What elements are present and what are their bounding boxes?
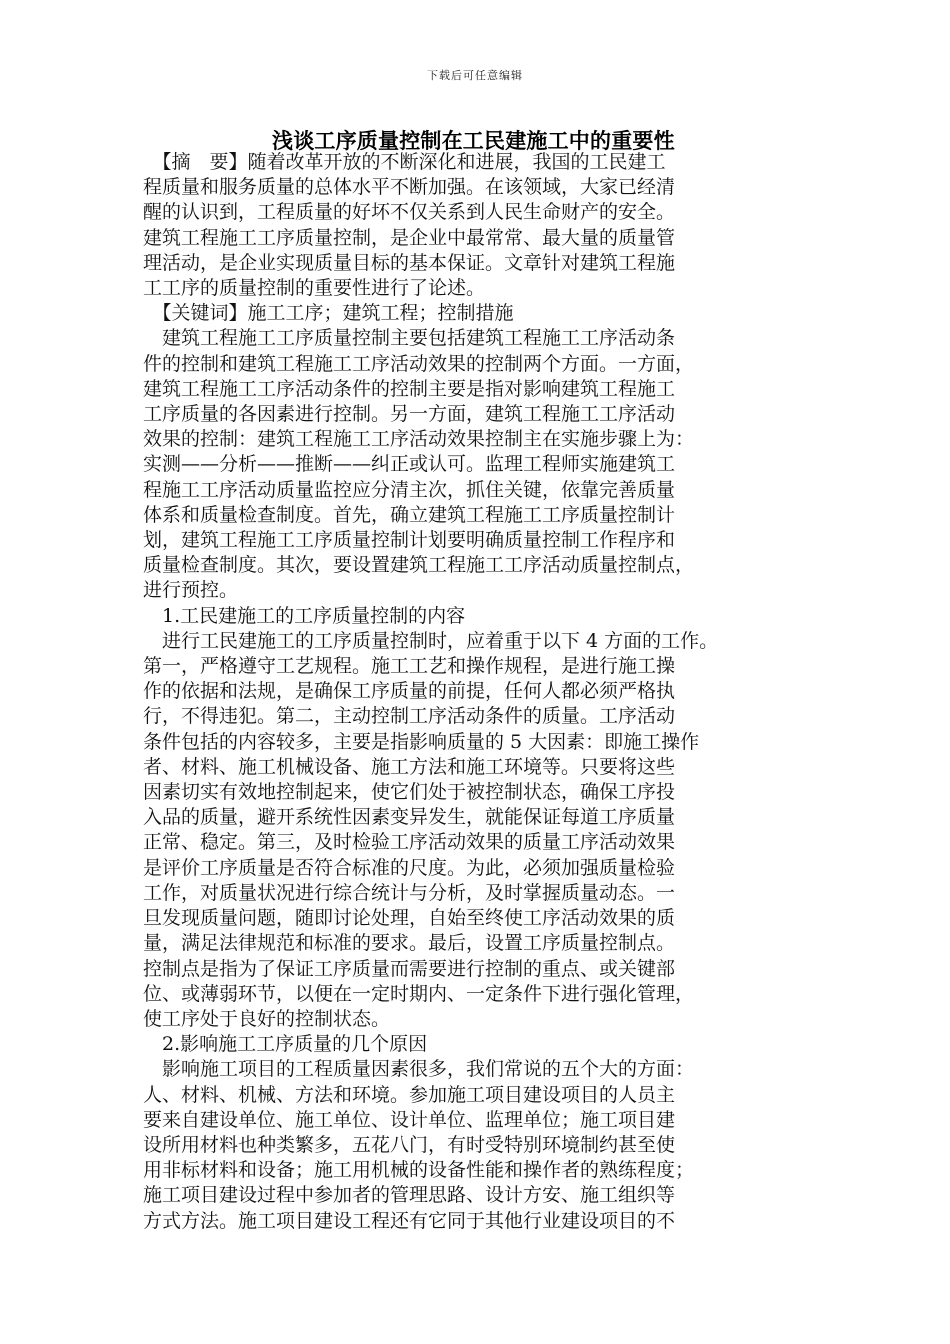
body-line: 建筑工程施工工序活动条件的控制主要是指对影响建筑工程施工 [143,377,676,400]
body-line: 行，不得违犯。第二，主动控制工序活动条件的质量。工序活动 [143,705,676,728]
body-line: 正常、稳定。第三，及时检验工序活动效果的质量工序活动效果 [143,831,676,854]
body-line: 1.工民建施工的工序质量控制的内容 [143,604,466,627]
body-line: 第一，严格遵守工艺规程。施工工艺和操作规程，是进行施工操 [143,655,676,678]
body-line: 旦发现质量问题，随即讨论处理，自始至终使工序活动效果的质 [143,907,676,930]
body-line: 2.影响施工工序质量的几个原因 [143,1033,428,1056]
body-line: 进行工民建施工的工序质量控制时，应着重于以下 4 方面的工作。 [143,629,719,652]
body-line: 作的依据和法规，是确保工序质量的前提，任何人都必须严格执 [143,680,676,703]
body-line: 建筑工程施工工序质量控制，是企业中最常常、最大量的质量管 [143,226,676,249]
body-line: 施工项目建设过程中参加者的管理思路、设计方安、施工组织等 [143,1184,676,1207]
body-line: 程质量和服务质量的总体水平不断加强。在该领域，大家已经清 [143,176,676,199]
body-line: 实测——分析——推断——纠正或认可。监理工程师实施建筑工 [143,453,676,476]
body-line: 位、或薄弱环节，以便在一定时期内、一定条件下进行强化管理， [143,982,695,1005]
body-line: 体系和质量检查制度。首先，确立建筑工程施工工序质量控制计 [143,503,676,526]
body-line: 使工序处于良好的控制状态。 [143,1007,391,1030]
body-line: 方式方法。施工项目建设工程还有它同于其他行业建设项目的不 [143,1209,676,1232]
body-line: 件的控制和建筑工程施工工序活动效果的控制两个方面。一方面， [143,352,695,375]
body-line: 要来自建设单位、施工单位、设计单位、监理单位；施工项目建 [143,1108,676,1131]
body-line: 用非标材料和设备；施工用机械的设备性能和操作者的熟练程度； [143,1159,695,1182]
body-line: 影响施工项目的工程质量因素很多，我们常说的五个大的方面： [143,1058,695,1081]
body-line: 建筑工程施工工序质量控制主要包括建筑工程施工工序活动条 [143,327,676,350]
body-line: 因素切实有效地控制起来，使它们处于被控制状态，确保工序投 [143,781,676,804]
body-line: 量，满足法律规范和标准的要求。最后，设置工序质量控制点。 [143,932,676,955]
body-line: 质量检查制度。其次，要设置建筑工程施工工序活动质量控制点， [143,554,695,577]
body-line: 效果的控制：建筑工程施工工序活动效果控制主在实施步骤上为： [143,428,695,451]
body-line: 工序质量的各因素进行控制。另一方面，建筑工程施工工序活动 [143,403,676,426]
document-body [143,150,803,1234]
body-line: 是评价工序质量是否符合标准的尺度。为此，必须加强质量检验 [143,856,676,879]
body-line: 【摘 要】随着改革开放的不断深化和进展，我国的工民建工 [143,151,666,173]
body-line: 程施工工序活动质量监控应分清主次，抓住关键，依靠完善质量 [143,478,676,501]
body-line: 醒的认识到，工程质量的好坏不仅关系到人民生命财产的安全。 [143,201,676,224]
header-note: 下载后可任意编辑 [427,69,523,82]
body-line: 入品的质量，避开系统性因素变异发生，就能保证每道工序质量 [143,806,676,829]
body-line: 控制点是指为了保证工序质量而需要进行控制的重点、或关键部 [143,957,676,980]
body-line: 【关键词】施工工序；建筑工程；控制措施 [143,302,514,325]
body-line: 理活动，是企业实现质量目标的基本保证。文章针对建筑工程施 [143,251,676,274]
body-line: 设所用材料也种类繁多，五花八门，有时受特别环境制约甚至使 [143,1133,676,1156]
body-line: 者、材料、施工机械设备、施工方法和施工环境等。只要将这些 [143,755,676,778]
document-title: 浅谈工序质量控制在工民建施工中的重要性 [272,129,675,153]
body-line: 工作，对质量状况进行综合统计与分析，及时掌握质量动态。一 [143,881,676,904]
body-line: 进行预控。 [143,579,239,602]
body-line: 人、材料、机械、方法和环境。参加施工项目建设项目的人员主 [143,1083,676,1106]
body-line: 工工序的质量控制的重要性进行了论述。 [143,277,486,300]
body-line: 条件包括的内容较多，主要是指影响质量的 5 大因素：即施工操作 [143,730,700,753]
body-line: 划，建筑工程施工工序质量控制计划要明确质量控制工作程序和 [143,529,676,552]
